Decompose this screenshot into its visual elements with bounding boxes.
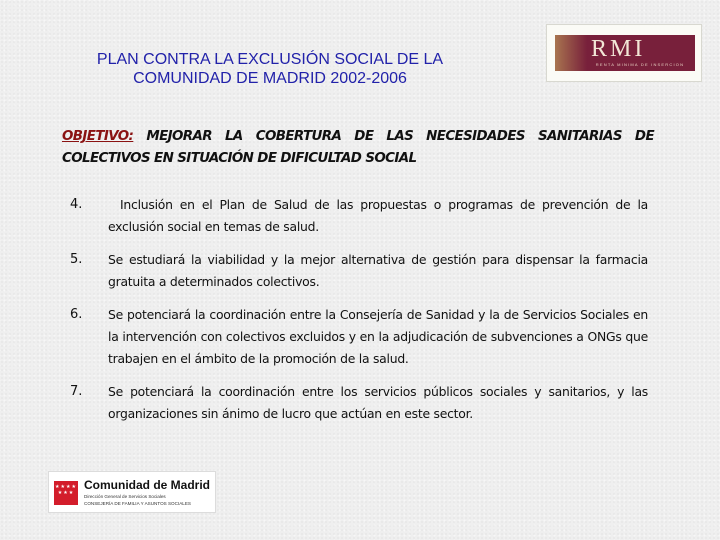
objective-label: OBJETIVO:: [62, 129, 134, 144]
item-number: 6.: [70, 307, 83, 322]
page-title: [60, 50, 480, 88]
list-item: [70, 249, 648, 293]
item-text: Se potenciará la coordinación entre los servicios públicos sociales y sanitarios, y las organizaciones sin ánimo de lucro que actúan en este sector.: [108, 384, 648, 421]
item-text: Se potenciará la coordinación entre la Consejería de Sanidad y la de Servicios Sociales en la intervención con colectivos excluidos y en la adjudicación de subvenciones a ONGs que trabajen en el ámbito de la promoción de la salud.: [108, 307, 648, 366]
measures-list: [70, 194, 648, 436]
rmi-logo: [546, 24, 702, 82]
item-number: 4.: [70, 197, 83, 212]
list-item: [70, 381, 648, 425]
item-text: Inclusión en el Plan de Salud de las propuestas o programas de prevención de la exclusión social en temas de salud.: [108, 197, 648, 234]
item-text: Se estudiará la viabilidad y la mejor alternativa de gestión para dispensar la farmacia gratuita a determinados colectivos.: [108, 252, 648, 289]
madrid-flag-icon: [54, 481, 78, 505]
rmi-logo-letters: RMI: [591, 36, 646, 62]
logo-name: Comunidad de Madrid: [84, 478, 210, 492]
title-line-2: COMUNIDAD DE MADRID 2002-2006: [133, 70, 407, 87]
title-line-1: PLAN CONTRA LA EXCLUSIÓN SOCIAL DE LA: [96, 51, 444, 68]
list-item: [70, 194, 648, 238]
objective-text: MEJORAR LA COBERTURA DE LAS NECESIDADES SANITARIAS DE COLECTIVOS EN SITUACIÓN DE DIFICULTAD SOCIAL: [62, 129, 654, 166]
item-number: 5.: [70, 252, 83, 267]
logo-subtitle-2: CONSEJERÍA DE FAMILIA Y ASUNTOS SOCIALES: [84, 501, 191, 506]
comunidad-madrid-logo: [48, 471, 216, 513]
rmi-logo-subtitle: RENTA MINIMA DE INSERCION: [595, 62, 685, 67]
flag-stars-icon: ★★★★ ★★★: [55, 484, 77, 496]
logo-subtitle-1: Dirección General de Servicios Sociales: [84, 494, 166, 499]
item-number: 7.: [70, 384, 83, 399]
list-item: [70, 304, 648, 370]
rmi-logo-badge: [555, 35, 695, 71]
objective-statement: [62, 126, 654, 170]
